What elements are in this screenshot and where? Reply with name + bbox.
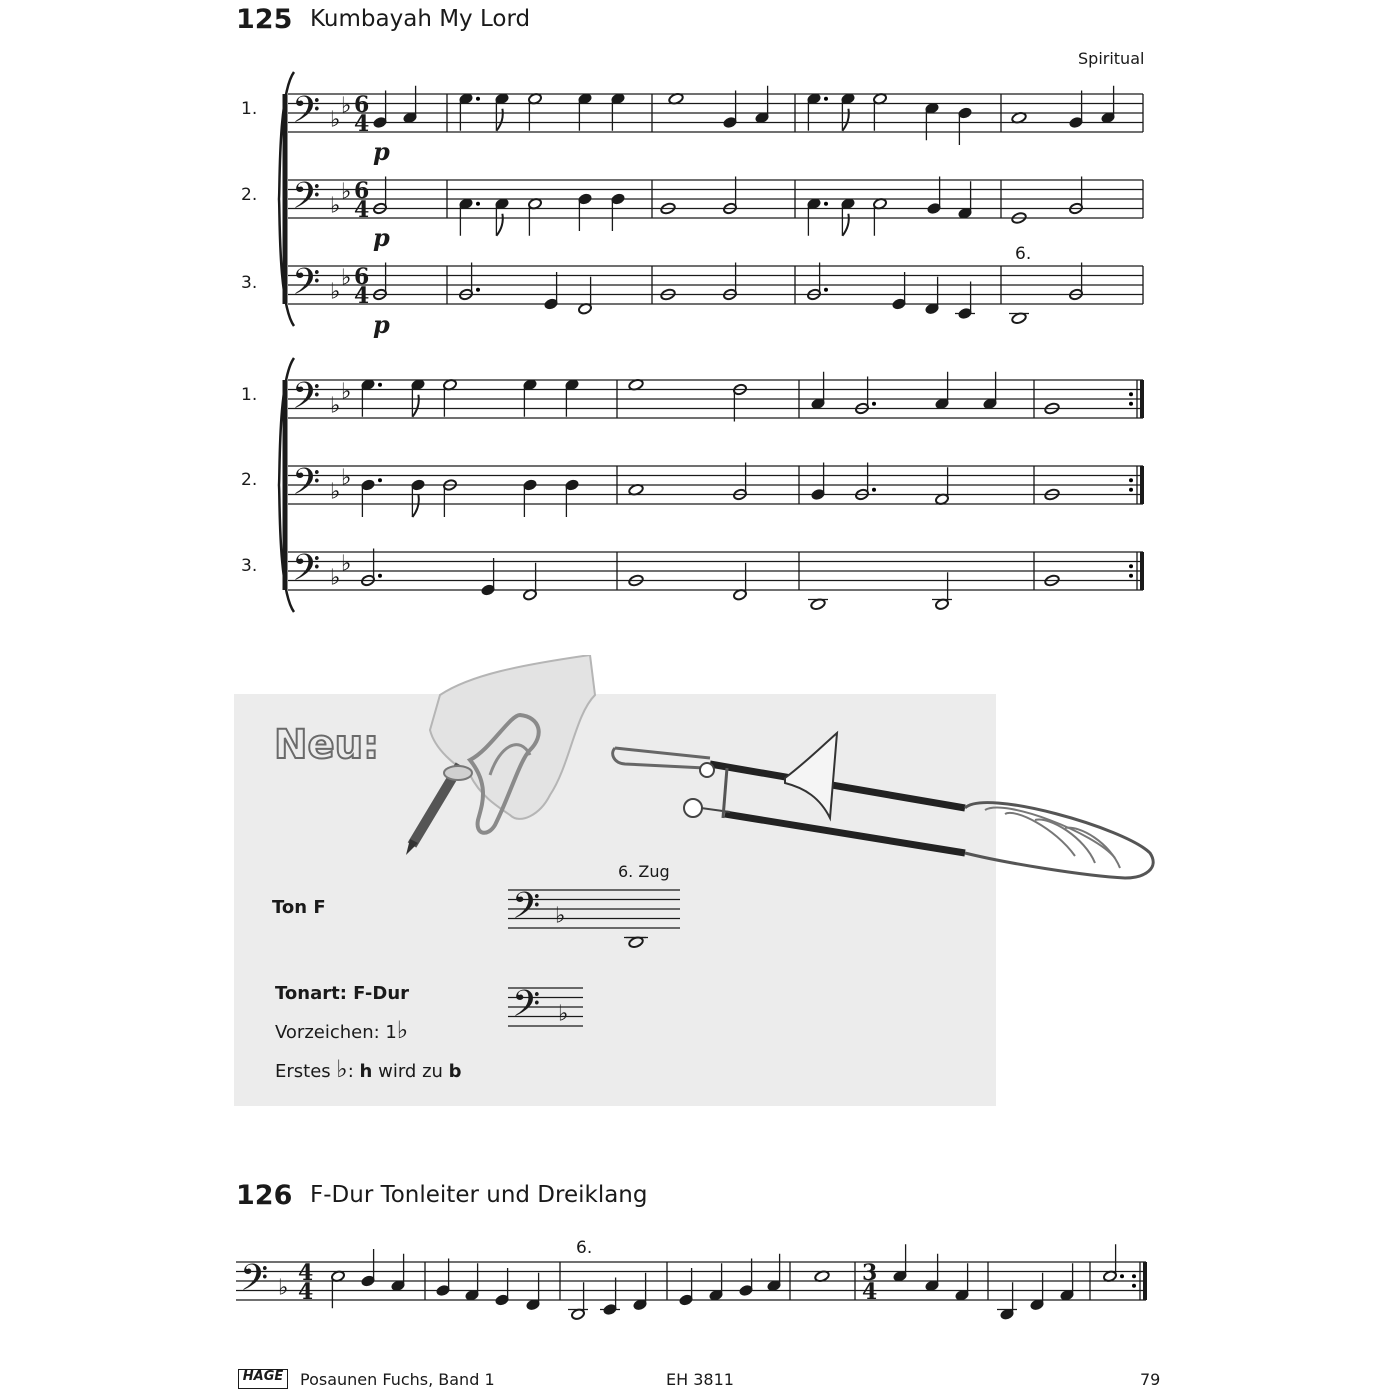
bass-clef-icon: 𝄢	[292, 461, 321, 512]
flat-icon: ♭	[341, 465, 352, 491]
note-flag	[496, 109, 502, 131]
time-signature-top: 6	[354, 264, 370, 290]
first-flat-middle: wird zu	[378, 1061, 443, 1082]
note-dot	[476, 202, 480, 206]
flat-icon: ♭	[336, 1055, 348, 1083]
time-signature-top: 4	[298, 1260, 314, 1286]
note-dot	[824, 202, 828, 206]
repeat-dot	[1132, 1284, 1136, 1288]
footer-book-title: Posaunen Fuchs, Band 1	[300, 1370, 495, 1389]
note-dot	[872, 402, 876, 406]
note-dot	[872, 488, 876, 492]
bass-clef-icon: 𝄢	[512, 983, 541, 1034]
bass-clef-icon: 𝄢	[292, 375, 321, 426]
repeat-dot	[1129, 488, 1133, 492]
flat-icon: ♭	[330, 107, 341, 133]
note-flag	[842, 214, 848, 236]
time-signature-top: 6	[354, 92, 370, 118]
bass-clef-icon: 𝄢	[292, 89, 321, 140]
repeat-dot	[1129, 564, 1133, 568]
flat-icon: ♭	[341, 179, 352, 205]
flat-icon: ♭	[341, 93, 352, 119]
note-dot	[378, 574, 382, 578]
flat-icon: ♭	[558, 1001, 569, 1027]
bass-clef-icon: 𝄢	[292, 261, 321, 312]
piece-125-number: 125	[236, 4, 293, 35]
key-label: Tonart: F-Dur	[275, 983, 410, 1004]
note-dot	[476, 288, 480, 292]
note-flag	[412, 395, 418, 417]
first-flat-h: h	[359, 1061, 373, 1082]
time-signature-bottom: 4	[862, 1279, 878, 1305]
time-signature-bottom: 4	[298, 1279, 314, 1305]
publisher-logo: HAGE	[238, 1369, 288, 1389]
flat-icon: ♭	[341, 551, 352, 577]
dynamic-piano: p	[373, 137, 390, 166]
note-flag	[842, 109, 848, 131]
dynamic-piano: p	[373, 310, 390, 339]
flat-icon: ♭	[330, 279, 341, 305]
flat-icon: ♭	[341, 379, 352, 405]
dynamic-piano: p	[373, 223, 390, 252]
note-dot	[378, 478, 382, 482]
flat-icon: ♭	[330, 479, 341, 505]
note-flag	[412, 495, 418, 517]
repeat-dot	[1129, 574, 1133, 578]
voice-label-2: 2.	[241, 470, 258, 490]
repeat-dot	[1129, 402, 1133, 406]
voice-label-1: 1.	[241, 99, 258, 119]
flat-icon: ♭	[330, 565, 341, 591]
piece-125-title: Kumbayah My Lord	[310, 6, 531, 32]
piece-126-number: 126	[236, 1180, 293, 1211]
note-dot	[824, 97, 828, 101]
footer-page-number: 79	[1140, 1370, 1161, 1389]
time-signature-top: 3	[862, 1260, 878, 1286]
bass-clef-icon: 𝄢	[292, 547, 321, 598]
flat-icon: ♭	[396, 1016, 409, 1044]
repeat-dot	[1129, 478, 1133, 482]
note-dot	[824, 288, 828, 292]
slide-position-label: 6. Zug	[618, 862, 670, 881]
piece-126-title: F-Dur Tonleiter und Dreiklang	[310, 1182, 648, 1208]
signature-text: Vorzeichen: 1	[275, 1022, 397, 1043]
flat-icon: ♭	[555, 903, 566, 929]
new-heading: Neu:	[274, 722, 380, 768]
note-dot	[476, 97, 480, 101]
first-flat-b: b	[448, 1061, 462, 1082]
repeat-dot	[1132, 1274, 1136, 1278]
flat-icon: ♭	[330, 193, 341, 219]
note-dot	[378, 383, 382, 387]
flat-icon: ♭	[341, 265, 352, 291]
repeat-dot	[1129, 392, 1133, 396]
bass-clef-icon: 𝄢	[292, 175, 321, 226]
bass-clef-icon: 𝄢	[512, 885, 541, 936]
bass-clef-icon: 𝄢	[240, 1257, 269, 1308]
first-flat-colon: :	[347, 1061, 354, 1082]
time-signature-top: 6	[354, 178, 370, 204]
voice-label-3: 3.	[241, 556, 258, 576]
time-signature-bottom: 4	[354, 111, 370, 137]
voice-label-2: 2.	[241, 185, 258, 205]
voice-label-3: 3.	[241, 273, 258, 293]
piece-125-composer: Spiritual	[1078, 49, 1145, 68]
first-flat-prefix: Erstes	[275, 1061, 331, 1082]
flat-icon: ♭	[330, 393, 341, 419]
tone-label: Ton F	[272, 897, 326, 918]
slide-marker: 6.	[576, 1238, 593, 1258]
flat-icon: ♭	[278, 1275, 289, 1301]
voice-label-1: 1.	[241, 385, 258, 405]
time-signature-bottom: 4	[354, 197, 370, 223]
note-flag	[496, 214, 502, 236]
note-dot	[1120, 1274, 1124, 1278]
time-signature-bottom: 4	[354, 283, 370, 309]
footer-edition: EH 3811	[666, 1370, 734, 1389]
slide-marker: 6.	[1015, 244, 1032, 264]
